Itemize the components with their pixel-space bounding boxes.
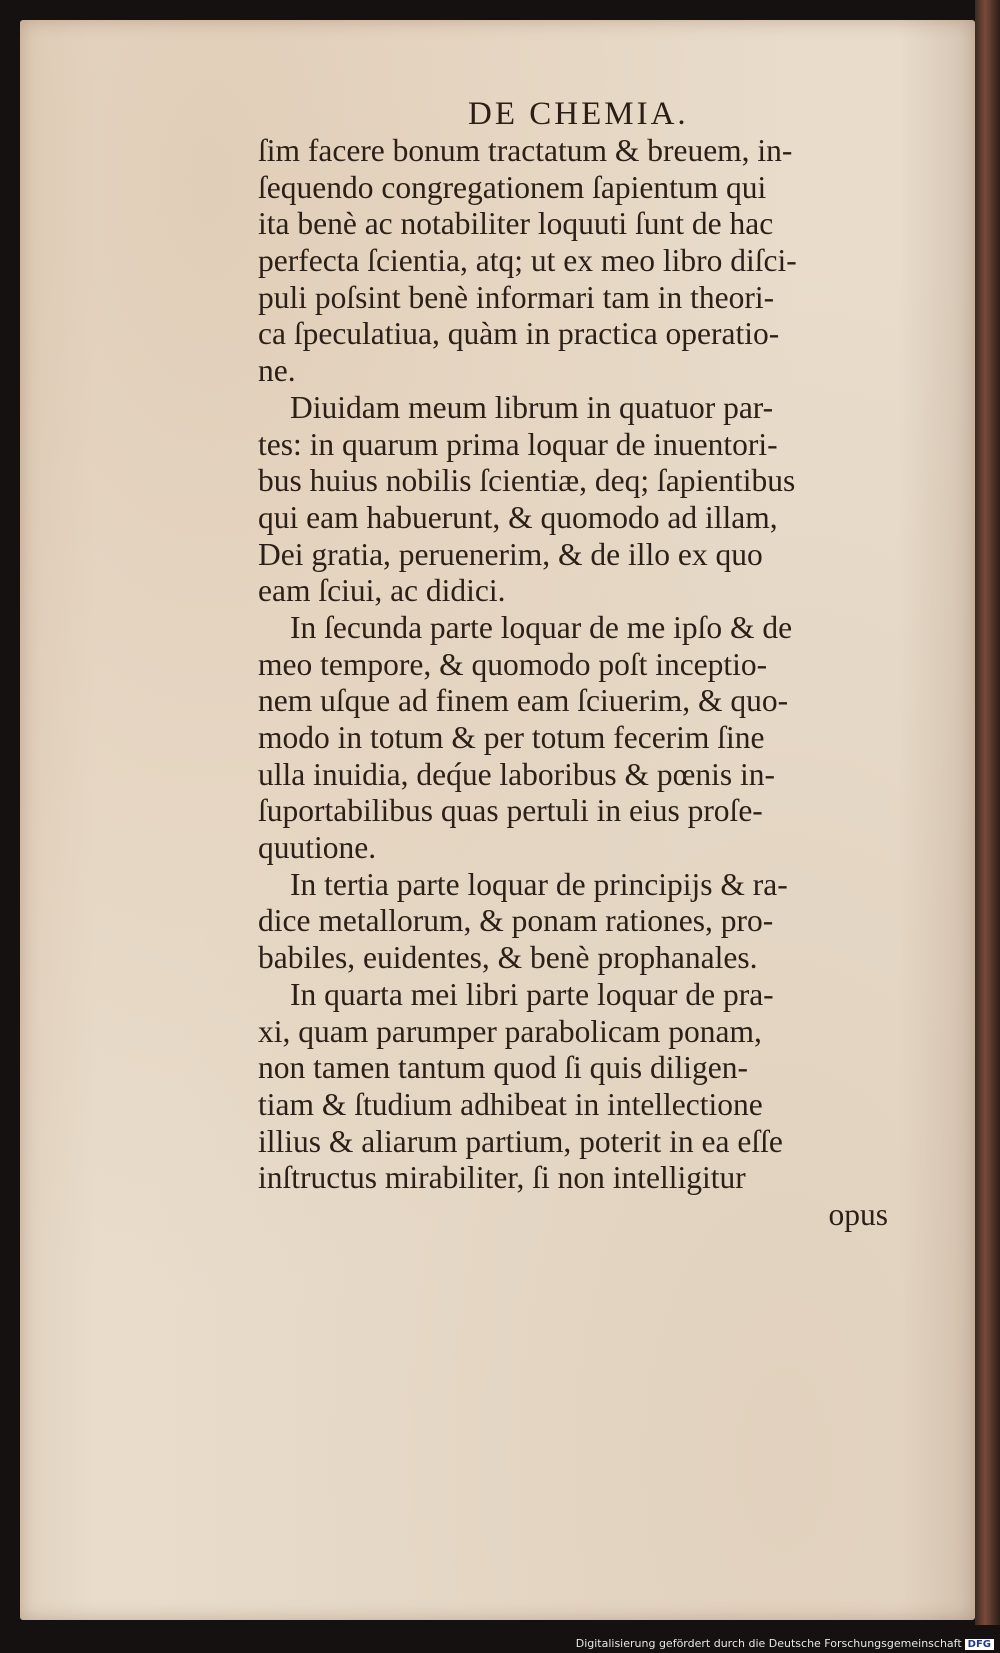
text-line: ca ſpeculatiua, quàm in practica operatio- — [258, 316, 780, 352]
text-line: quutione. — [258, 830, 377, 866]
text-line: qui eam habuerunt, & quomodo ad illam, — [258, 499, 778, 535]
digitization-credit — [576, 1637, 994, 1650]
text-line: ſuportabilibus quas pertuli in eius proſe- — [258, 793, 763, 829]
text-line: nem uſque ad finem eam ſciuerim, & quo- — [258, 683, 789, 719]
paragraph-start-line: In tertia parte loquar de principijs & ra- — [290, 866, 788, 902]
text-line: non tamen tantum quod ſi quis diligen- — [258, 1050, 748, 1086]
text-line: babiles, euidentes, & benè prophanales. — [258, 940, 758, 976]
running-head: DE CHEMIA. — [468, 96, 689, 132]
page-text — [258, 133, 938, 1234]
text-line: tes: in quarum prima loquar de inuentori- — [258, 426, 778, 462]
text-line: ſequendo congregationem ſapientum qui — [258, 169, 767, 205]
text-line: meo tempore, & quomodo poſt inceptio- — [258, 646, 768, 682]
paragraph-start-line: Diuidam meum librum in quatuor par- — [290, 389, 774, 425]
text-line: ita benè ac notabiliter loquuti ſunt de hac — [258, 206, 774, 242]
text-line: dice metallorum, & ponam rationes, pro- — [258, 903, 774, 939]
text-line: eam ſciui, ac didici. — [258, 573, 506, 609]
text-line: tiam & ſtudium adhibeat in intellectione — [258, 1086, 763, 1122]
paragraph-start-line: In ſecunda parte loquar de me ipſo & de — [290, 609, 793, 645]
catchword: opus — [828, 1196, 888, 1232]
text-line: ſim facere bonum tractatum & breuem, in- — [258, 133, 793, 168]
text-line: xi, quam parumper parabolicam ponam, — [258, 1013, 762, 1049]
text-line: modo in totum & per totum fecerim ſine — [258, 720, 765, 755]
dfg-logo: DFG — [965, 1639, 994, 1650]
book-edge — [975, 0, 1000, 1625]
text-line: ulla inuidia, deq́ue laboribus & pœnis in- — [258, 756, 776, 792]
text-line: perfecta ſcientia, atq; ut ex meo libro diſci- — [258, 243, 797, 279]
text-line: ne. — [258, 353, 296, 389]
text-line: illius & aliarum partium, poterit in ea eſſe — [258, 1123, 783, 1159]
credit-text: Digitalisierung gefördert durch die Deutsche Forschungsgemeinschaft — [575, 1637, 962, 1650]
text-line: inſtructus mirabiliter, ſi non intelligitur — [258, 1160, 746, 1196]
paragraph-start-line: In quarta mei libri parte loquar de pra- — [290, 976, 774, 1012]
text-line: puli poſsint benè informari tam in theori- — [258, 279, 775, 315]
text-line: bus huius nobilis ſcientiæ, deq; ſapientibus — [258, 463, 796, 499]
text-line: Dei gratia, peruenerim, & de illo ex quo — [258, 536, 763, 572]
